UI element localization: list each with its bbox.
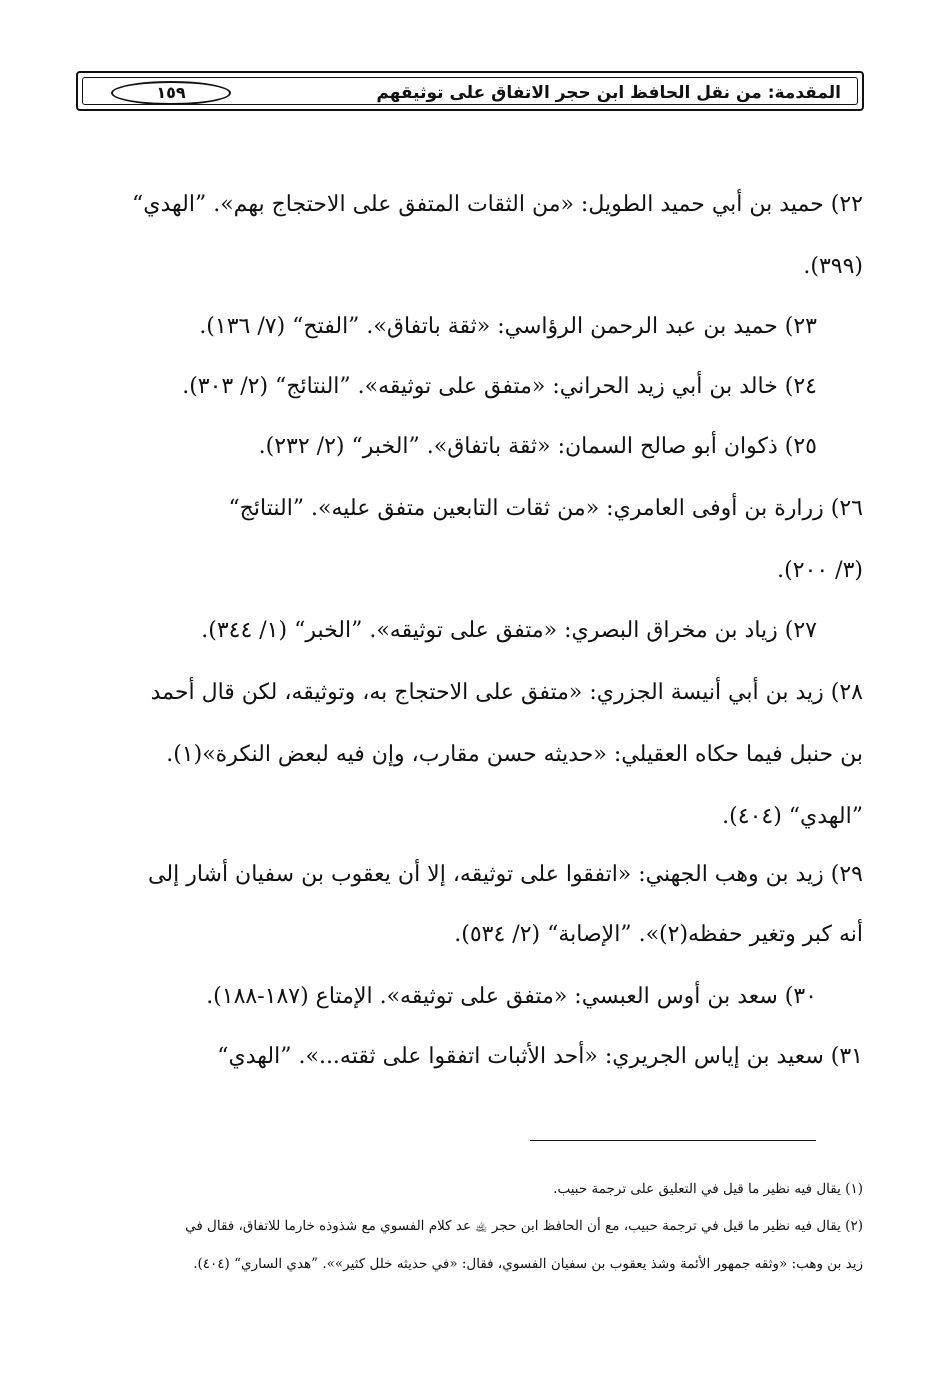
entry-29-line-1: ٢٩) زيد بن وهب الجهني: «اتفقوا على توثيقه، إلا أن يعقوب بن سفيان أشار إلى bbox=[148, 862, 863, 887]
entry-28-line-1: ٢٨) زيد بن أبي أنيسة الجزري: «متفق على الاحتجاج به، وتوثيقه، لكن قال أحمد bbox=[150, 680, 863, 705]
page-number: ١٥٩ bbox=[111, 81, 231, 105]
entry-22-line-1: ٢٢) حميد بن أبي حميد الطويل: «من الثقات المتفق على الاحتجاج بهم». ”الهدي“ bbox=[132, 192, 863, 217]
entry-22-line-2: (٣٩٩). bbox=[803, 254, 863, 279]
entry-30-line-1: ٣٠) سعد بن أوس العبسي: «متفق على توثيقه». الإمتاع (١٨٧-١٨٨). bbox=[206, 984, 817, 1009]
entry-31-line-1: ٣١) سعيد بن إياس الجريري: «أحد الأثبات اتفقوا على ثقته...». ”الهدي“ bbox=[217, 1044, 863, 1069]
footnote-2-line-1: (٢) يقال فيه نظير ما قيل في ترجمة حبيب، مع أن الحافظ ابن حجر ﵀ عد كلام الفسوي مع شذوذه خارما للاتفاق، فقال في bbox=[185, 1218, 863, 1234]
entry-24-line-1: ٢٤) خالد بن أبي زيد الحراني: «متفق على توثيقه». ”النتائج“ (٢/ ٣٠٣). bbox=[182, 374, 817, 399]
footnote-separator bbox=[530, 1140, 816, 1141]
entry-28-line-2: بن حنبل فيما حكاه العقيلي: «حديثه حسن مقارب، وإن فيه لبعض النكرة»(١). bbox=[166, 742, 863, 767]
footnote-2-line-2: زيد بن وهب: «وثقه جمهور الأئمة وشذ يعقوب بن سفيان الفسوي، فقال: «في حديثه خلل كثير»». ”هدي الساري“ (٤٠٤). bbox=[193, 1256, 863, 1272]
running-header bbox=[76, 71, 864, 111]
header-frame bbox=[82, 77, 858, 105]
entry-23-line-1: ٢٣) حميد بن عبد الرحمن الرؤاسي: «ثقة باتفاق». ”الفتح“ (٧/ ١٣٦). bbox=[199, 314, 817, 339]
entry-27-line-1: ٢٧) زياد بن مخراق البصري: «متفق على توثيقه». ”الخبر“ (١/ ٣٤٤). bbox=[201, 618, 817, 643]
entry-26-line-2: (٣/ ٢٠٠). bbox=[777, 558, 863, 583]
entry-29-line-2: أنه كبر وتغير حفظه(٢)». ”الإصابة“ (٢/ ٥٣٤). bbox=[454, 922, 863, 947]
footnote-1: (١) يقال فيه نظير ما قيل في التعليق على ترجمة حبيب. bbox=[553, 1181, 863, 1197]
entry-28-line-3: ”الهدي“ (٤٠٤). bbox=[722, 804, 863, 829]
entry-26-line-1: ٢٦) زرارة بن أوفى العامري: «من ثقات التابعين متفق عليه». ”النتائج“ bbox=[228, 496, 863, 521]
header-title: المقدمة: من نقل الحافظ ابن حجر الاتفاق على توثيقهم bbox=[376, 83, 841, 103]
entry-25-line-1: ٢٥) ذكوان أبو صالح السمان: «ثقة باتفاق». ”الخبر“ (٢/ ٢٣٢). bbox=[258, 434, 817, 459]
